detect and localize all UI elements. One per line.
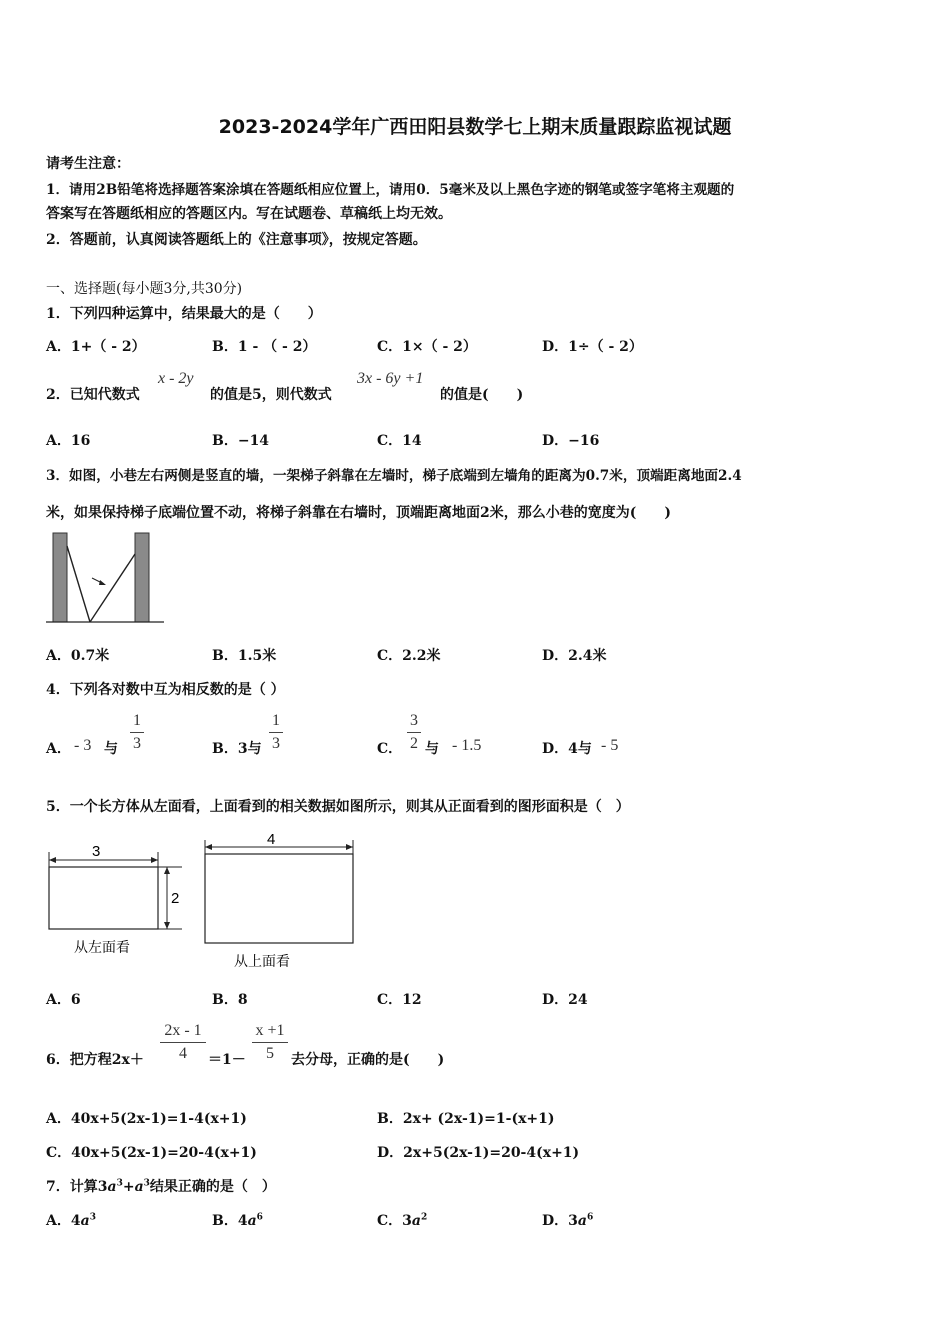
fraction-bar xyxy=(160,1042,206,1043)
q7-exponent-1: 3 xyxy=(116,1178,123,1189)
q6-option-a: A．40x+5(2x-1)=1-4(x+1) xyxy=(46,1111,247,1127)
q2-expression-2: 3x - 6y +1 xyxy=(357,370,424,387)
q4-option-b-label: B．3与 xyxy=(212,741,262,757)
fraction-numerator: 2x - 1 xyxy=(164,1022,202,1039)
fraction-numerator: x +1 xyxy=(255,1022,285,1039)
arrow-left-icon xyxy=(205,844,212,850)
fraction-bar xyxy=(130,732,144,733)
q3-option-a: A．0.7米 xyxy=(46,648,110,664)
q3-option-d: D．2.4米 xyxy=(542,648,607,664)
q6-stem-part3: 去分母，正确的是( ) xyxy=(291,1052,445,1068)
left-view-caption: 从左面看 xyxy=(74,939,130,955)
q5-option-b: B．8 xyxy=(212,992,248,1008)
top-view-caption: 从上面看 xyxy=(234,953,290,969)
fraction-denominator: 4 xyxy=(179,1045,187,1062)
fraction-denominator: 5 xyxy=(266,1045,274,1062)
ladder-right xyxy=(90,554,135,622)
section-heading: 一、选择题(每小题3分,共30分) xyxy=(46,281,243,297)
q2-stem-part2: 的值是5，则代数式 xyxy=(210,387,332,403)
q3-ladder-figure xyxy=(44,528,168,626)
option-label: C．3 xyxy=(377,1213,412,1229)
q4-option-c-with: 与 xyxy=(425,741,439,757)
q4-option-d-label: D．4与 xyxy=(542,741,592,757)
fraction-bar xyxy=(407,732,421,733)
q5-option-c: C．12 xyxy=(377,992,422,1008)
q4-option-a-fraction xyxy=(130,712,144,753)
left-wall xyxy=(53,533,67,622)
fraction-bar xyxy=(269,732,283,733)
fraction-numerator: 1 xyxy=(133,712,141,729)
q6-option-b: B．2x+ (2x-1)=1-(x+1) xyxy=(377,1111,555,1127)
q1-option-c: C．1×（ - 2） xyxy=(377,339,477,355)
q4-option-b-fraction xyxy=(269,712,283,753)
q6-fraction-2 xyxy=(252,1022,288,1063)
q4-option-a-value: - 3 xyxy=(74,737,92,754)
option-exponent: 6 xyxy=(256,1212,263,1223)
q7-stem-part1: 7．计算3 xyxy=(46,1179,108,1195)
q6-fraction-1 xyxy=(160,1022,206,1063)
q6-option-d: D．2x+5(2x-1)=20-4(x+1) xyxy=(377,1145,580,1161)
q1-option-a: A．1+（ - 2） xyxy=(46,339,146,355)
option-label: D．3 xyxy=(542,1213,578,1229)
q1-option-b: B．1 - （ - 2） xyxy=(212,339,317,355)
q3-option-c: C．2.2米 xyxy=(377,648,441,664)
notice-line-1: 1．请用2B铅笔将选择题答案涂填在答题纸相应位置上，请用0．5毫米及以上黑色字迹的钢笔或签字笔将主观题的 xyxy=(46,182,735,198)
q7-option-c xyxy=(377,1210,427,1230)
q7-option-a xyxy=(46,1210,96,1230)
q1-stem: 1．下列四种运算中，结果最大的是（ ） xyxy=(46,306,322,322)
arrow-right-icon xyxy=(151,857,158,863)
q2-option-b: B．−14 xyxy=(212,433,270,449)
q2-stem-part1: 2．已知代数式 xyxy=(46,387,140,403)
q7-variable: a xyxy=(134,1179,144,1195)
notice-heading: 请考生注意： xyxy=(46,156,130,172)
option-variable: a xyxy=(247,1213,257,1229)
arrow-left-icon xyxy=(49,857,56,863)
q5-option-d: D．24 xyxy=(542,992,588,1008)
fraction-denominator: 2 xyxy=(410,735,418,752)
q7-plus: + xyxy=(122,1179,135,1195)
q7-stem xyxy=(46,1176,276,1196)
top-view-rectangle xyxy=(205,854,353,943)
q7-option-b xyxy=(212,1210,263,1230)
arrow-head-icon xyxy=(99,580,106,585)
fraction-denominator: 3 xyxy=(272,735,280,752)
q5-figure xyxy=(44,830,364,975)
page-title: 2023-2024学年广西田阳县数学七上期末质量跟踪监视试题 xyxy=(218,116,732,138)
q6-stem-part1: 6．把方程2x＋ xyxy=(46,1052,144,1068)
fraction-denominator: 3 xyxy=(133,735,141,752)
fraction-numerator: 3 xyxy=(410,712,418,729)
top-view-width-label: 4 xyxy=(267,831,276,848)
q4-option-a-label: A． xyxy=(46,741,71,757)
q3-stem-line-1: 3．如图，小巷左右两侧是竖直的墙，一架梯子斜靠在左墙时，梯子底端到左墙角的距离为0.7米，顶端距离地面2.4 xyxy=(46,468,742,484)
q1-option-d: D．1÷（ - 2） xyxy=(542,339,643,355)
option-exponent: 3 xyxy=(89,1212,96,1223)
q4-stem: 4．下列各对数中互为相反数的是（ ） xyxy=(46,682,285,698)
left-view-rectangle xyxy=(49,867,158,929)
q4-option-a-with: 与 xyxy=(104,741,118,757)
notice-line-2: 答案写在答题纸相应的答题区内。写在试题卷、草稿纸上均无效。 xyxy=(46,206,452,222)
q3-option-b: B．1.5米 xyxy=(212,648,277,664)
q2-option-c: C．14 xyxy=(377,433,422,449)
option-label: B．4 xyxy=(212,1213,248,1229)
q7-variable: a xyxy=(107,1179,117,1195)
q2-option-d: D．−16 xyxy=(542,433,600,449)
option-label: A．4 xyxy=(46,1213,81,1229)
left-view-width-label: 3 xyxy=(92,843,101,860)
q5-option-a: A．6 xyxy=(46,992,81,1008)
arrow-up-icon xyxy=(164,867,170,874)
fraction-bar xyxy=(252,1042,288,1043)
q2-stem-part3: 的值是( ) xyxy=(440,387,524,403)
notice-line-3: 2．答题前，认真阅读答题纸上的《注意事项》，按规定答题。 xyxy=(46,232,427,248)
q3-stem-line-2: 米，如果保持梯子底端位置不动，将梯子斜靠在右墙时，顶端距离地面2米，那么小巷的宽度为( ) xyxy=(46,505,671,521)
q2-expression-1: x - 2y xyxy=(158,370,194,387)
q5-stem: 5．一个长方体从左面看，上面看到的相关数据如图所示，则其从正面看到的图形面积是（ ） xyxy=(46,799,630,815)
q7-stem-part2: 结果正确的是（ ） xyxy=(149,1179,276,1195)
option-variable: a xyxy=(577,1213,587,1229)
option-variable: a xyxy=(80,1213,90,1229)
q4-option-d-value: - 5 xyxy=(601,737,619,754)
q2-option-a: A．16 xyxy=(46,433,91,449)
fraction-numerator: 1 xyxy=(272,712,280,729)
option-exponent: 2 xyxy=(420,1212,428,1223)
ladder-left xyxy=(67,546,90,622)
option-exponent: 6 xyxy=(586,1212,594,1223)
q6-option-c: C．40x+5(2x-1)=20-4(x+1) xyxy=(46,1145,257,1161)
left-view-height-label: 2 xyxy=(171,890,180,907)
q4-option-c-fraction xyxy=(407,712,421,753)
right-wall xyxy=(135,533,149,622)
q6-stem-part2: ＝1－ xyxy=(208,1052,246,1068)
q7-option-d xyxy=(542,1210,593,1230)
q4-option-c-value: - 1.5 xyxy=(452,737,482,754)
arrow-right-icon xyxy=(346,844,353,850)
q7-exponent-2: 3 xyxy=(143,1178,150,1189)
arrow-down-icon xyxy=(164,922,170,929)
option-variable: a xyxy=(411,1213,421,1229)
q4-option-c-label: C． xyxy=(377,741,403,757)
